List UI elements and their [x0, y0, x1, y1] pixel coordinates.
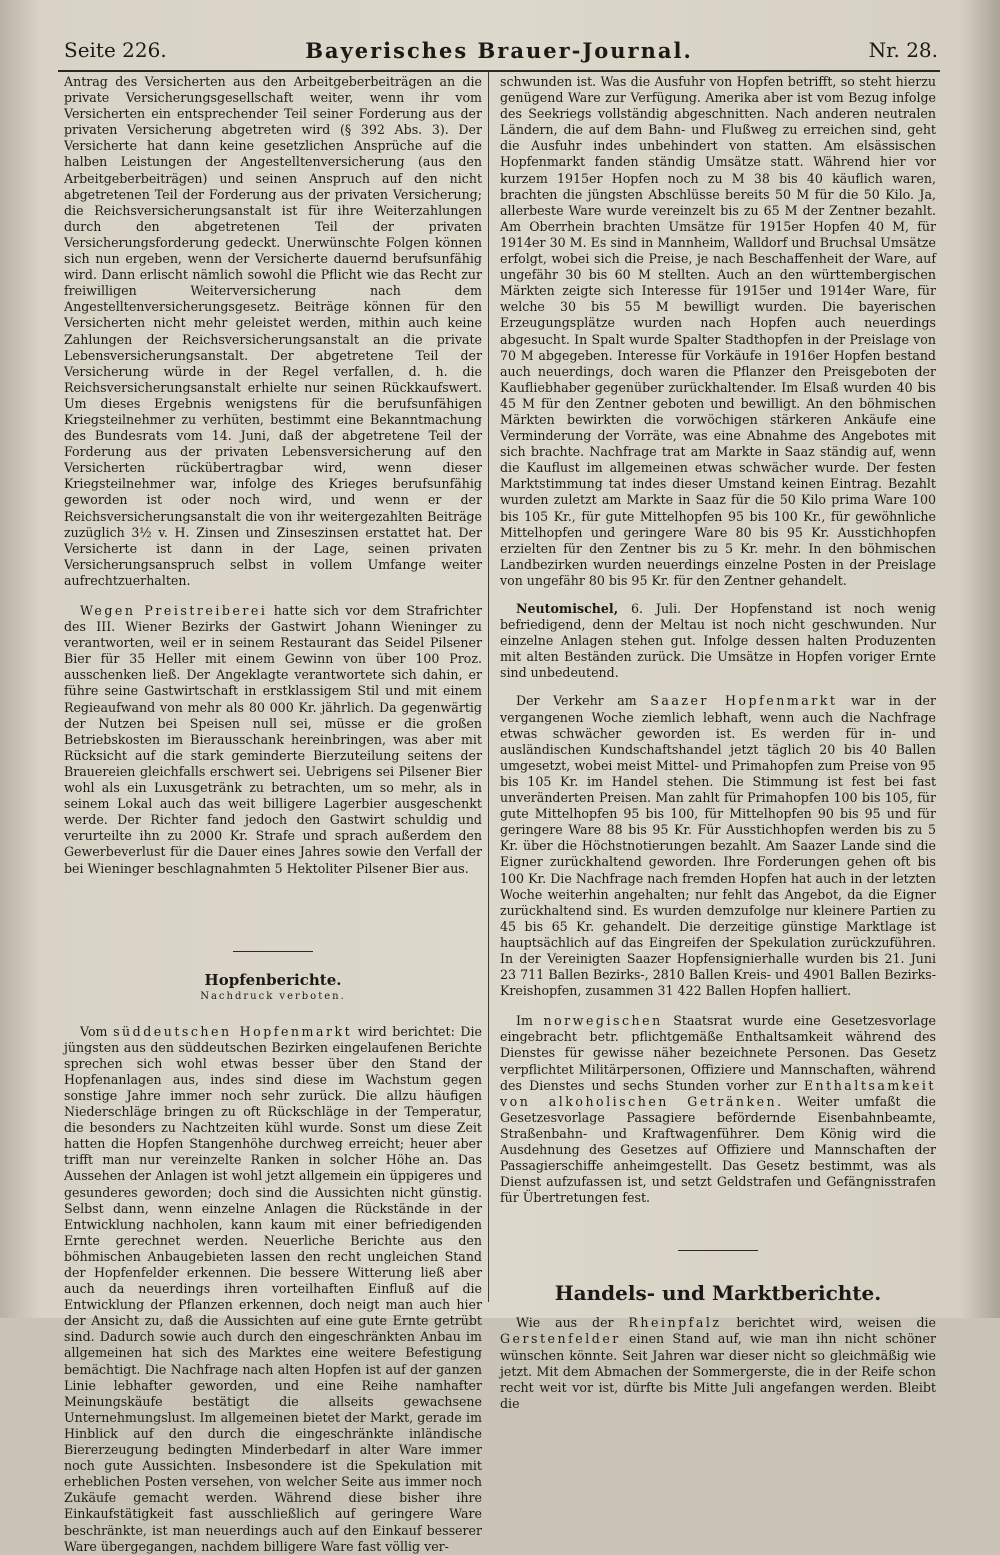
- page-header: [60, 38, 938, 72]
- left-column: [64, 74, 482, 1555]
- header-rule: [58, 70, 940, 72]
- reprint-notice: Nachdruck verboten.: [200, 990, 346, 1002]
- article-hops-export: schwunden ist. Was die Ausfuhr von Hopfen betrifft, so steht hierzu genügend Ware zur Verfügung. Amerika aber ist vom Bezug infolge des Seekriegs vollständig abgeschnitten. Nach anderen neutralen Ländern, die auf dem Bahn- und Flußweg zu erreichen sind, geht die Ausfuhr indes unbehindert von statten. Am elsässischen Hopfenmarkt fanden ständig Umsätze statt. Während hier vor kurzem 1915er Hopfen noch zu M 38 bis 40 käuflich waren, brachten die jüngsten Abschlüsse bereits 50 M für die 50 Kilo. Ja, allerbeste Ware wurde vereinzelt bis zu 65 M der Zentner bezahlt. Am Oberrhein brachten Umsätze für 1915er Hopfen 40 M, für 1914er 30 M. Es sind in Mannheim, Walldorf und Bruchsal Umsätze erfolgt, wobei sich die Preise, je nach Beschaffenheit der Ware, auf ungefähr 30 bis 60 M stellten. Auch an den württembergischen Märkten zeigte sich Interesse für 1915er und 1914er Ware, für welche 30 bis 55 M bewilligt wurden. Die bayerischen Erzeugungsplätze wurden nach Hopfen auch neuerdings abgesucht. In Spalt wurde Spalter Stadthopfen in der Preislage von 70 M abgegeben. Interesse für Vorkäufe in 1916er Hopfen bestand auch neuerdings, doch waren die Pflanzer den Preisgeboten der Kaufliebhaber gegenüber zurückhaltender. Im Elsaß wurden 40 bis 45 M für den Zentner geboten und bewilligt. An den böhmischen Märkten bewirkten die vorwöchigen stärkeren Ankäufe eine Verminderung der Vorräte, was eine Abnahme des Angebotes mit sich brachte. Nachfrage trat am Markte in Saaz ständig auf, wenn die Kauflust im allgemeinen etwas schwächer wurde. Der festen Marktstimmung tat indes dieser Umstand keinen Eintrag. Bezahlt wurden zuletzt am Markte in Saaz für die 50 Kilo prima Ware 100 bis 105 Kr., für gute Mittelhopfen 95 bis 100 Kr., für gewöhnliche Mittelhopfen und geringere Ware 80 bis 95 Kr. Ausstichhopfen erzielten für den Zentner bis zu 5 Kr. mehr. In den böhmischen Landbezirken wurden neuerdings einzelne Posten in der Preislage von ungefähr 80 bis 95 Kr. für den Zentner gehandelt.: [500, 74, 936, 588]
- article-price-gouging: Wegen Preistreiberei hatte sich vor dem Strafrichter des III. Wiener Bezirks der Gastwirt Johann Wieninger zu verantworten, weil er in seinem Restaurant das Seidel Pilsener Bier für 35 Heller mit einem Gewinn von über 100 Proz. ausschenken ließ. Der Angeklagte verantwortete sich dahin, er führe seine Gastwirtschaft in erstklassigem Stil und mit einem Regieaufwand von mehr als 80 000 Kr. jährlich. Da gegenwärtig der Nutzen bei Speisen null sei, müsse er die großen Betriebskosten im Bierausschank hereinbringen, was aber mit Rücksicht auf die stark geminderte Bierzuteilung seitens der Brauereien gleichfalls erschwert sei. Uebrigens sei Pilsener Bier wohl als ein Luxusgetränk zu betrachten, um so mehr, als in seinem Lokal auch das weit billigere Lagerbier ausgeschenkt werde. Der Richter fand jedoch den Gastwirt schuldig und verurteilte ihn zu 2000 Kr. Strafe und sprach außerdem den Gewerbeverlust für die Dauer eines Jahres sowie den Verfall der bei Wieninger beschlagnahmten 5 Hektoliter Pilsener Bier aus.: [64, 603, 482, 876]
- place-name: Neutomischel,: [516, 601, 619, 616]
- article-rheinpfalz-barley: Wie aus der Rheinpfalz berichtet wird, weisen die Gerstenfelder einen Stand auf, wie man ihn nicht schöner wünschen könnte. Seit Jahren war dieser nicht so gleichmäßig wie jetzt. Mit dem Abmachen der Sommergerste, die in der Reife schon recht weit vor ist, dürfte bis Mitte Juli angefangen werden. Bleibt die: [500, 1315, 936, 1411]
- article-saaz-market: Der Verkehr am Saazer Hopfenmarkt war in der vergangenen Woche ziemlich lebhaft, wenn auch die Nachfrage etwas schwächer geworden ist. Es werden für in- und ausländischen Kundschaftshandel jetzt täglich 20 bis 40 Ballen umgesetzt, wobei meist Mittel- und Primahopfen zum Preise von 95 bis 105 Kr. im Handel stehen. Die Stimmung ist fest bei fast unveränderten Preisen. Man zahlt für Primahopfen 100 bis 105, für gute Mittelhopfen 95 bis 100, für Mittelhopfen 90 bis 95 und für geringere Ware 88 bis 95 Kr. Für Ausstichhopfen werden bis zu 5 Kr. über die Höchstnotierungen bezahlt. Am Saazer Lande sind die Eigner zurückhaltend geworden. Ihre Forderungen gehen oft bis 100 Kr. Die Nachfrage nach fremden Hopfen hat auch in der letzten Woche weiterhin angehalten; nur fehlt das Angebot, da die Eigner zurückhaltend sind. Es wurden demzufolge nur kleinere Partien zu 45 bis 65 Kr. gehandelt. Die derzeitige günstige Marktlage ist hauptsächlich auf das Eingreifen der Spekulation zurückzuführen. In der Vereinigten Saazer Hopfensignierhalle wurden bis 21. Juni 23 711 Ballen Bezirks-, 2810 Ballen Kreis- und 4901 Ballen Bezirks-Kreishopfen, zusammen 31 422 Ballen Hopfen halliert.: [500, 693, 936, 999]
- article-insurance: Antrag des Versicherten aus den Arbeitgeberbeiträgen an die private Versicherungsgesellschaft weiter, wenn ihr vom Versicherten ein entsprechender Teil seiner Forderung aus der privaten Versicherung abgetreten wird (§ 392 Abs. 3). Der Versicherte hat dann keine gesetzlichen Ansprüche auf die halben Leistungen der Angestelltenversicherung (aus den Arbeitgeberbeiträgen) und seinen Anspruch auf den nicht abgetretenen Teil der Forderung aus der privaten Versicherung; die Reichsversicherungsanstalt ist für ihre Weiterzahlungen durch den abgetretenen Teil der privaten Versicherungsforderung gedeckt. Unerwünschte Folgen können sich nun ergeben, wenn der Versicherte dauernd berufsunfähig wird. Dann erlischt nämlich sowohl die Pflicht wie das Recht zur freiwilligen Weiterversicherung nach dem Angestelltenversicherungsgesetz. Beiträge können für den Versicherten nicht mehr geleistet werden, mithin auch keine Zahlungen der Reichsversicherungsanstalt an die private Lebensversicherungsanstalt. Der abgetretene Teil der Versicherung würde in der Regel verfallen, d. h. die Reichsversicherungsanstalt erhielte nur seinen Rückkaufswert. Um dieses Ergebnis wenigstens für die berufsunfähigen Kriegsteilnehmer zu verhüten, bestimmt eine Bekanntmachung des Bundesrats vom 14. Juni, daß der abgetretene Teil der Forderung aus der privaten Lebensversicherung auf den Versicherten rückübertragbar wird, wenn dieser Kriegsteilnehmer war, infolge des Krieges berufsunfähig geworden ist oder noch wird, und wenn er der Reichsversicherungsanstalt die von ihr weitergezahlten Beiträge zuzüglich 3½ v. H. Zinsen und Zinseszinsen erstattet hat. Der Versicherte ist dann in der Lage, seinen privaten Versicherungsanspruch selbst in vollem Umfange weiter aufrechtzuerhalten.: [64, 74, 482, 588]
- article-lead: Saazer Hopfenmarkt: [650, 693, 838, 709]
- right-column: [500, 74, 936, 1412]
- section-heading-market-reports: Handels- und Marktberichte.: [554, 1281, 882, 1306]
- article-south-german-hops: Vom süddeutschen Hopfenmarkt wird berichtet: Die jüngsten aus den süddeutschen Bezirken eingelaufenen Berichte sprechen sich wohl etwas besser über den Stand der Hopfenanlagen aus, indes sind diese im Wachstum gegen sonstige Jahre immer noch sehr zurück. Die allzu häufigen Niederschläge bringen zu oft Rückschläge in der Temperatur, die besonders zu Nachtzeiten kühl wurde. Sonst um diese Zeit hatten die Hopfen Stangenhöhe durchweg erreicht; heuer aber trifft man nur vereinzelte Ranken in solcher Höhe an. Das Aussehen der Anlagen ist wohl jetzt allgemein ein üppigeres und gesunderes geworden; doch sind die Aussichten nicht günstig. Selbst dann, wenn einzelne Anlagen die Rückstände in der Entwicklung nachholen, kann kaum mit einer befriedigenden Ernte gerechnet werden. Neuerliche Berichte aus den böhmischen Anbaugebieten lassen den recht ungleichen Stand der Hopfenfelder erkennen. Die bessere Witterung ließ aber auch da neuerdings ihren vorteilhaften Einfluß auf die Entwicklung der Pflanzen erkennen, doch neigt man auch hier der Ansicht zu, daß die Aussichten auf eine gute Ernte getrübt sind. Dadurch sowie auch durch den eingeschränkten Anbau im allgemeinen hat sich des Marktes eine weitere Befestigung bemächtigt. Die Nachfrage nach alten Hopfen ist auf der ganzen Linie lebhafter geworden, und eine Reihe namhafter Meinungskäufe bestätigt die allseits gewachsene Unternehmungslust. Im allgemeinen bietet der Markt, gerade im Hinblick auf den durch die eingeschränkte inländische Biererzeugung bedingten Minderbedarf in alter Ware immer noch gute Aussichten. Insbesondere ist die Spekulation mit erheblichen Posten versehen, von welcher Seite aus immer noch Zukäufe gemacht werden. Während diese bisher ihre Einkaufstätigkeit fast ausschließlich auf geringere Ware beschränkte, ist man neuerdings auch auf den Einkauf besserer Ware übergegangen, nachdem billigere Ware fast völlig ver-: [64, 1023, 482, 1554]
- article-lead: Wegen Preistreiberei: [80, 603, 268, 618]
- article-neutomischel: Neutomischel, 6. Juli. Der Hopfenstand ist noch wenig befriedigend, denn der Meltau ist noch nicht geschwunden. Nur einzelne Anlagen stehen gut. Infolge dessen halten Produzenten mit alten Beständen zurück. Die Umsätze in Hopfen voriger Ernte sind unbedeutend.: [500, 601, 936, 681]
- issue-number: Nr. 28.: [868, 38, 938, 62]
- page-number: Seite 226.: [64, 38, 167, 62]
- article-norway-temperance: Im norwegischen Staatsrat wurde eine Gesetzesvorlage eingebracht betr. pflichtgemäße Enthaltsamkeit während des Dienstes für gewisse näher bezeichnete Personen. Das Gesetz verpflichtet Militärpersonen, Offiziere und Mannschaften, während des Dienstes und sechs Stunden vorher zur Enthaltsamkeit von alkoholischen Getränken. Weiter umfaßt die Gesetzesvorlage Passagiere befördernde Eisenbahnbeamte, Straßenbahn- und Kraftwagenführer. Dem König wird die Ausdehnung des Gesetzes auf Offiziere und Mannschaften der Passagierschiffe anheimgestellt. Das Gesetz bestimmt, was als Dienst aufzufassen ist, und setzt Geldstrafen und Gefängnisstrafen für Übertretungen fest.: [500, 1013, 936, 1206]
- journal-title: Bayerisches Brauer-Journal.: [305, 38, 693, 63]
- column-separator: [488, 72, 489, 1302]
- section-heading-hops: Hopfenberichte.: [204, 970, 342, 989]
- article-lead: süddeutschen Hopfenmarkt: [113, 1023, 353, 1039]
